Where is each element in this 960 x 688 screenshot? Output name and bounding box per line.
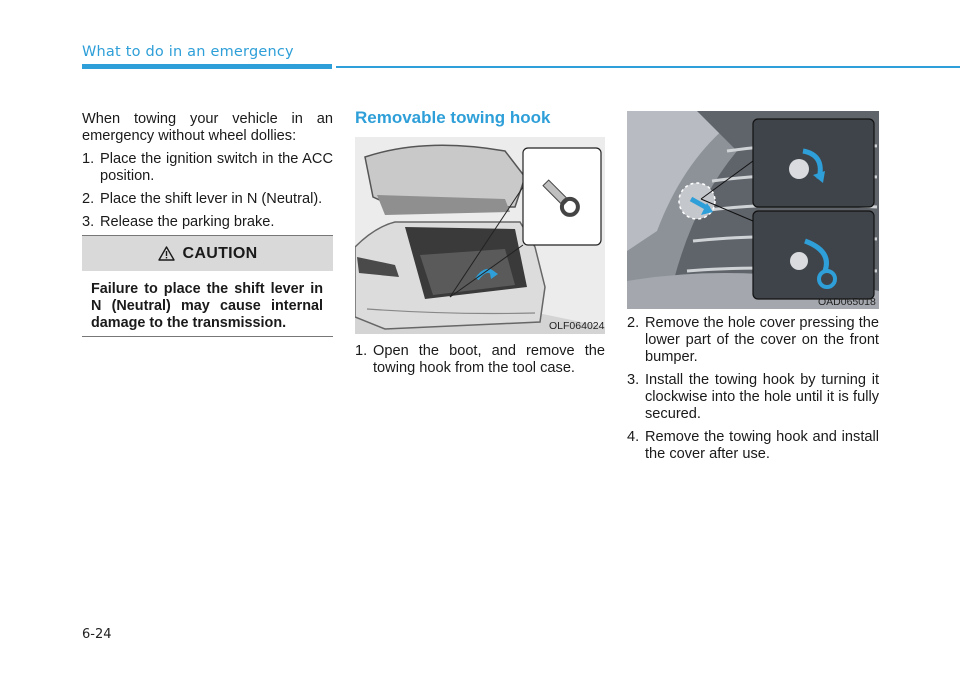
figure-trunk: [355, 137, 605, 334]
step-text: Remove the towing hook and install the cover after use.: [645, 429, 879, 462]
step-text: Place the ignition switch in the ACC position.: [100, 151, 333, 184]
figure-code: OLF064024: [549, 320, 605, 332]
caution-title: CAUTION: [182, 244, 258, 262]
step-text: Release the parking brake.: [100, 214, 275, 230]
warning-triangle-icon: [158, 246, 175, 261]
step-number: 2.: [82, 191, 95, 207]
column-3: [627, 315, 879, 469]
step-text: Remove the hole cover pressing the lower part of the cover on the front bumper.: [645, 315, 879, 365]
step-number: 1.: [82, 151, 95, 167]
caution-box: [82, 235, 333, 337]
column-1: [82, 111, 333, 237]
header-rule-thick: [82, 64, 332, 69]
figure-bumper: [627, 111, 879, 309]
list-item: [82, 191, 333, 208]
car-trunk-open-illustration: [355, 137, 605, 334]
front-bumper-illustration: [627, 111, 879, 309]
caution-header: [82, 236, 333, 271]
step-number: 3.: [82, 214, 95, 230]
list-item: [627, 429, 879, 463]
step-text: Open the boot, and remove the towing hook from the tool case.: [373, 343, 605, 376]
section-title: What to do in an emergency: [82, 44, 294, 60]
step-text: Place the shift lever in N (Neutral).: [100, 191, 323, 207]
step-number: 3.: [627, 372, 640, 388]
step-number: 4.: [627, 429, 640, 445]
step-text: Install the towing hook by turning it clockwise into the hole until it is fully secured.: [645, 372, 879, 422]
intro-paragraph: When towing your vehicle in an emergency without wheel dollies:: [82, 111, 333, 144]
header-rule-thin: [336, 66, 960, 68]
list-item: [82, 214, 333, 231]
step-number: 2.: [627, 315, 640, 331]
page-number: 6-24: [82, 627, 112, 642]
step-number: 1.: [355, 343, 368, 359]
list-item: [355, 343, 605, 377]
caution-text: Failure to place the shift lever in N (Neutral) may cause internal damage to the transmission.: [91, 281, 323, 331]
figure-code: OAD065018: [818, 296, 876, 308]
list-item: [627, 372, 879, 423]
section-heading: Removable towing hook: [355, 108, 551, 127]
column-2: [355, 343, 605, 383]
list-item: [82, 151, 333, 185]
list-item: [627, 315, 879, 366]
